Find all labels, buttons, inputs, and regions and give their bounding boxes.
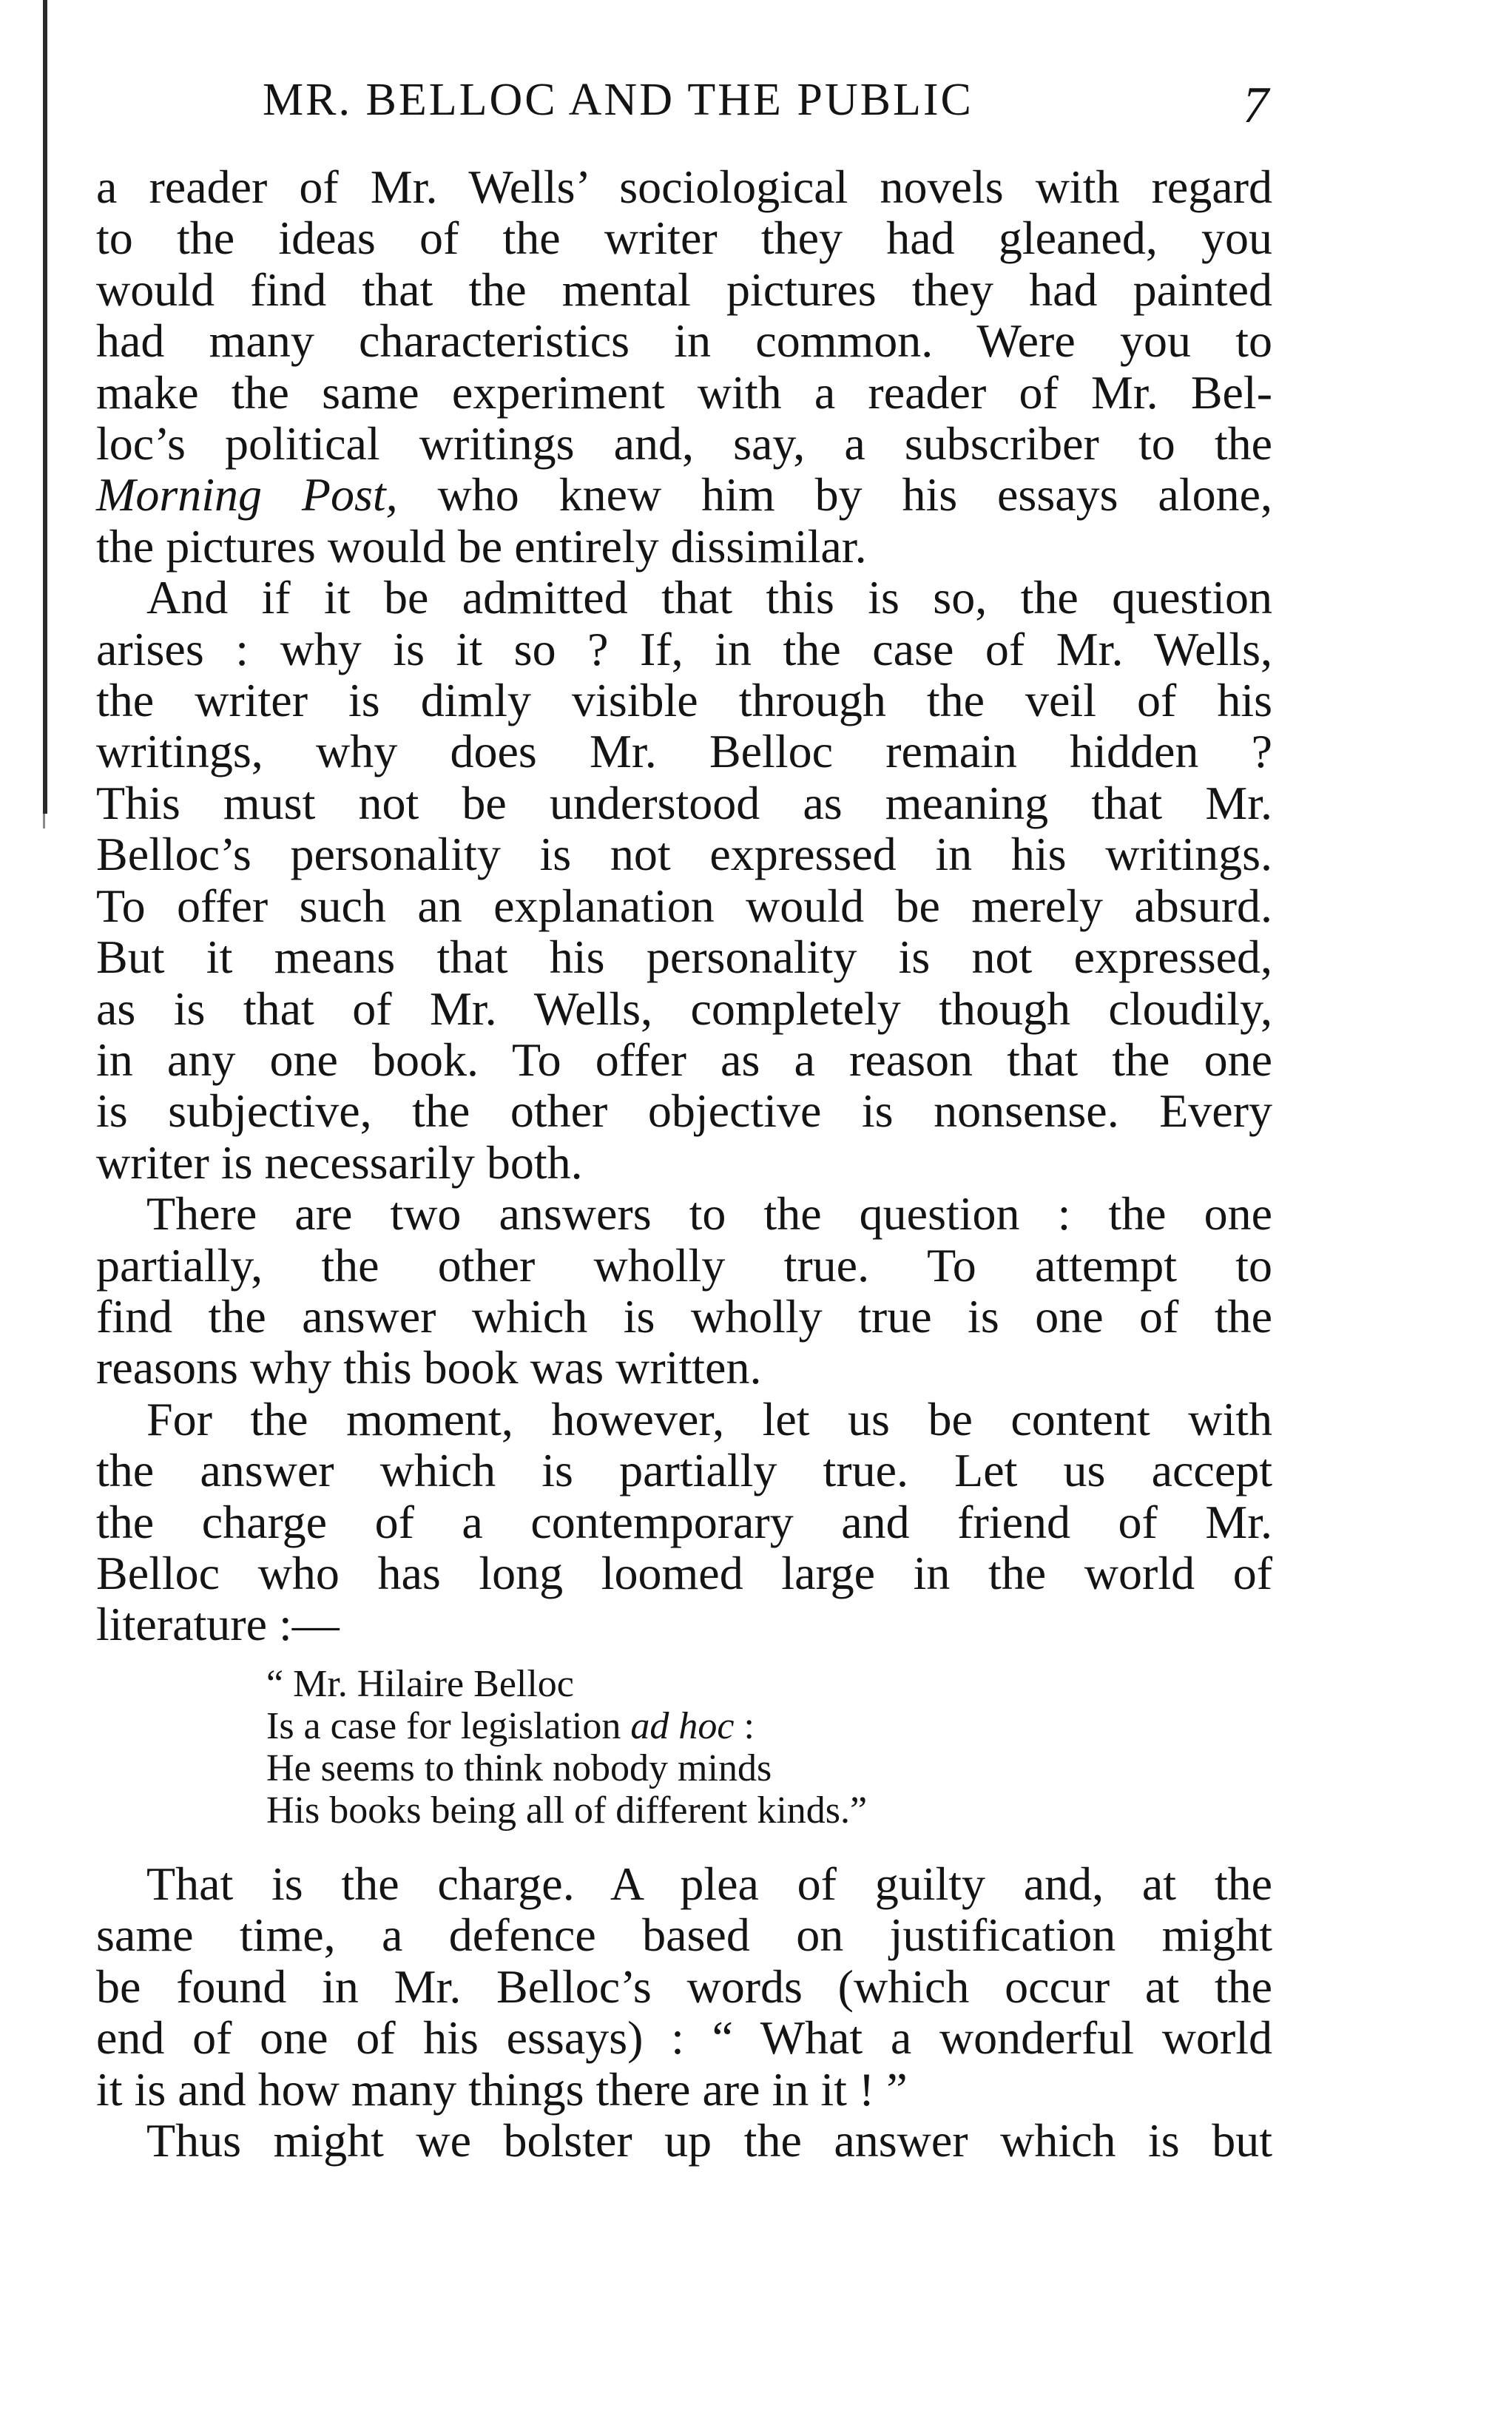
text-line: Belloc who has long loomed large in the world of [96, 1546, 1272, 1599]
binding-edge-shadow-tail [43, 814, 45, 828]
italic-title: Morning Post, [96, 468, 398, 522]
text-line: a reader of Mr. Wells’ sociological novels with regard [96, 161, 1272, 213]
paragraph-4 [96, 1394, 1272, 1650]
text-line: make the same experiment with a reader of Mr. Bel- [96, 365, 1272, 419]
text-line: writings, why does Mr. Belloc remain hidden ? [96, 725, 1272, 778]
paragraph-1 [96, 161, 1272, 572]
text-line: Belloc’s personality is not expressed in his writings. [96, 828, 1272, 881]
text-line: it is and how many things there are in it ! ” [96, 2062, 908, 2116]
text-line: This must not be understood as meaning that Mr. [96, 776, 1272, 829]
body-text-lower [96, 1858, 1272, 2166]
verse-text: Is a case for legislation [266, 1705, 621, 1747]
paragraph-2 [96, 572, 1272, 1188]
text-line: would find that the mental pictures they had painted [96, 263, 1272, 316]
verse-line: His books being all of different kinds.” [266, 1789, 868, 1832]
text-line: reasons why this book was written. [96, 1341, 762, 1394]
text-line: same time, a defence based on justification might [96, 1909, 1272, 1962]
verse-line: He seems to think nobody minds [266, 1747, 772, 1789]
body-text-upper [96, 161, 1272, 1650]
text-line: That is the charge. A plea of guilty and, at the [146, 1857, 1272, 1910]
verse-text: : [734, 1705, 755, 1747]
verse-line: “ Mr. Hilaire Belloc [266, 1663, 574, 1705]
text-line: To offer such an explanation would be merely absurd. [96, 879, 1272, 932]
paragraph-6 [96, 2115, 1272, 2166]
page-number: 7 [1243, 77, 1269, 134]
paragraph-5 [96, 1858, 1272, 2115]
text-line: be found in Mr. Belloc’s words (which occur at the [96, 1960, 1272, 2013]
text-line: There are two answers to the question : the one [146, 1187, 1272, 1241]
text-line: literature :— [96, 1598, 340, 1651]
text-line: had many characteristics in common. Were you to [96, 314, 1272, 368]
text-line: arises : why is it so ? If, in the case of Mr. Wells, [96, 622, 1272, 675]
text-line: to the ideas of the writer they had gleaned, you [96, 212, 1272, 265]
text-line: the writer is dimly visible through the veil of his [96, 674, 1272, 727]
text-line: Thus might we bolster up the answer which is but [146, 2114, 1272, 2167]
binding-edge-shadow [43, 0, 47, 814]
italic-latin-phrase: ad hoc [630, 1705, 735, 1747]
text-line: partially, the other wholly true. To attempt to [96, 1238, 1272, 1292]
text-line: the charge of a contemporary and friend of Mr. [96, 1495, 1272, 1548]
text-line: writer is necessarily both. [96, 1135, 583, 1189]
text-line: For the moment, however, let us be content with [146, 1392, 1272, 1445]
text-line: end of one of his essays) : “ What a wonderful world [96, 2011, 1272, 2065]
running-title: MR. BELLOC AND THE PUBLIC [263, 75, 973, 125]
text-line: is subjective, the other objective is nonsense. Every [96, 1084, 1272, 1138]
text-line: And if it be admitted that this is so, the question [146, 571, 1272, 624]
text-line-rest: who knew him by his essays alone, [437, 468, 1272, 522]
text-line: as is that of Mr. Wells, completely though cloudily, [96, 982, 1272, 1035]
text-line: the pictures would be entirely dissimilar. [96, 519, 867, 573]
verse-line-with-italic [266, 1705, 1080, 1747]
text-line: loc’s political writings and, say, a subscriber to the [96, 417, 1272, 470]
text-line: find the answer which is wholly true is one of the [96, 1289, 1272, 1343]
verse-quotation [266, 1663, 1080, 1832]
text-line: But it means that his personality is not expressed, [96, 931, 1272, 984]
text-line: the answer which is partially true. Let us accept [96, 1444, 1272, 1497]
text-line: in any one book. To offer as a reason that the one [96, 1033, 1272, 1086]
text-line-with-italic [96, 469, 1272, 520]
paragraph-3 [96, 1188, 1272, 1394]
running-header [263, 70, 1269, 134]
